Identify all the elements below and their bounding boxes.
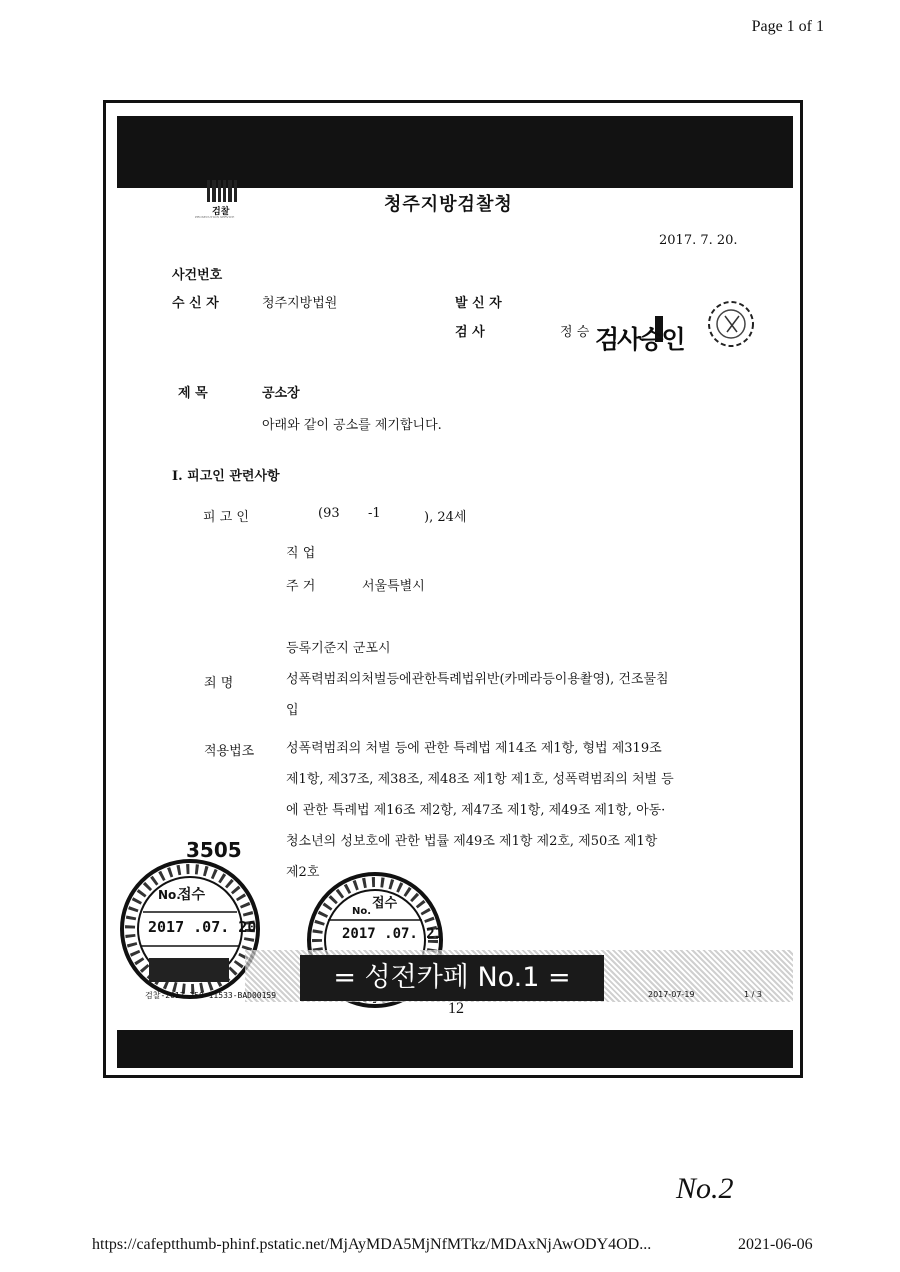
scan-dark-top-band (117, 116, 793, 188)
law-line: 성폭력범죄의 처벌 등에 관한 특례법 제14조 제1항, 형법 제319조 (286, 741, 662, 756)
birth-part-c: ), 24세 (424, 510, 467, 525)
law-label: 적용법조 (204, 744, 255, 759)
sender-label: 발 신 자 (455, 296, 502, 311)
law-line: 제2호 (286, 865, 320, 880)
crime-line: 성폭력범죄의처벌등에관한특례법위반(카메라등이용촬영), 건조물침 (286, 672, 669, 687)
recipient-label: 수 신 자 (172, 296, 219, 311)
page-number: 12 (448, 1000, 464, 1017)
crime-line: 입 (286, 703, 299, 718)
logo-subcaption: PROSECUTION SERVICE (195, 215, 235, 219)
defendant-label: 피 고 인 (203, 510, 249, 525)
subject-value: 공소장 (262, 386, 300, 401)
prosecutor-name: 정 승 (560, 325, 590, 340)
stamp-left-date: 2017 .07. 20 (148, 918, 257, 936)
stamp-right-date: 2017 .07. 21 (342, 926, 444, 942)
recipient-value: 청주지방법원 (262, 296, 338, 311)
subject-label: 제 목 (178, 386, 208, 401)
subject-sentence: 아래와 같이 공소를 제기합니다. (262, 418, 442, 433)
section-heading: Ⅰ. 피고인 관련사항 (172, 469, 280, 484)
prosecution-logo-icon (207, 180, 237, 202)
source-url[interactable]: https://cafeptthumb-phinf.pstatic.net/MjAyMDA5MjNfMTkz/MDAxNjAwODY4OD... (92, 1236, 652, 1253)
scan-dark-bottom-band (117, 1030, 793, 1068)
watermark-banner: = 성전카페 No.1 = (300, 955, 604, 1001)
stamp-right-label: 접수 (372, 896, 398, 911)
law-line: 청소년의 성보호에 관한 법률 제49조 제1항 제2호, 제50조 제1항 (286, 834, 658, 849)
crime-description (286, 664, 756, 726)
footer-date: 2017-07-19 (648, 990, 695, 999)
job-label: 직 업 (286, 546, 316, 561)
page-count-label: Page 1 of 1 (751, 18, 824, 35)
document-reference: 검찰-2017-250-11533-BAD00159 (145, 991, 277, 1000)
prosecutor-signature: 검사승인 (595, 325, 684, 354)
applicable-laws (286, 733, 756, 888)
receipt-number: 3505 (186, 838, 242, 862)
stamp-left-no: No. (158, 888, 181, 902)
print-date: 2021-06-06 (738, 1236, 813, 1253)
birth-part-a: (93 (318, 506, 340, 521)
stamp-right-no: No. (352, 906, 372, 917)
law-line: 에 관한 특례법 제16조 제2항, 제47조 제1항, 제49조 제1항, 아동· (286, 803, 666, 818)
address-label: 주 거 (286, 579, 316, 594)
registry-line: 등록기준지 군포시 (286, 641, 391, 656)
stamp-left-label: 접수 (178, 887, 206, 903)
prosecutor-label: 검 사 (455, 325, 485, 340)
footer-page: 1 / 3 (744, 990, 762, 999)
law-line: 제1항, 제37조, 제38조, 제48조 제1항 제1호, 성폭력범죄의 처벌 등 (286, 772, 674, 787)
case-number-label: 사건번호 (172, 268, 223, 283)
office-title: 청주지방검찰청 (384, 194, 513, 215)
address-value: 서울특별시 (362, 579, 425, 594)
document-date: 2017. 7. 20. (659, 233, 738, 248)
logo-caption: 검찰 (212, 207, 230, 217)
birth-part-b: -1 (368, 506, 381, 521)
handwritten-note: No.2 (676, 1172, 734, 1205)
crime-label: 죄 명 (204, 676, 234, 691)
